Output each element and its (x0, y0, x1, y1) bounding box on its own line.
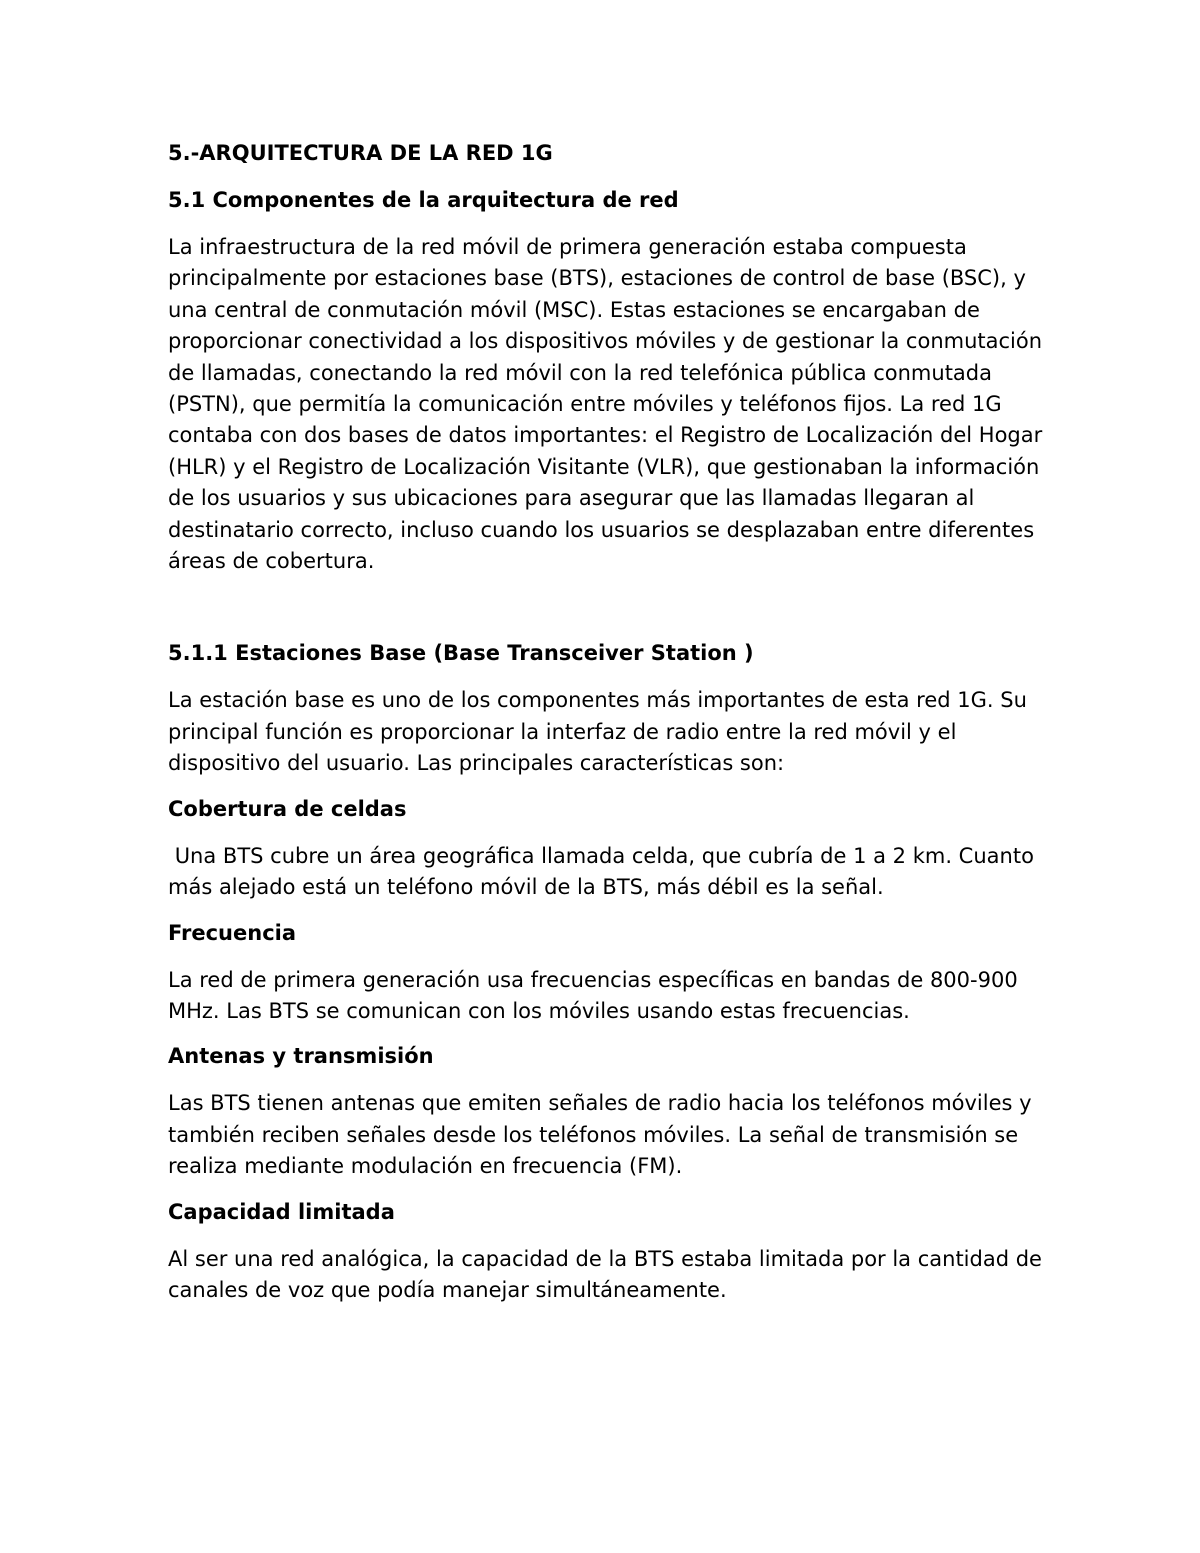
section-5-1-heading: 5.1 Componentes de la arquitectura de red (168, 188, 679, 212)
frequency-paragraph: La red de primera generación usa frecuencias específicas en bandas de 800-900 MHz. Las BTS se comunican con los móviles usando estas frecuencias. (168, 967, 1018, 1023)
antennas-heading: Antenas y transmisión (168, 1044, 434, 1069)
section-5-1-1-intro: La estación base es uno de los componentes más importantes de esta red 1G. Su principal función es proporcionar la interfaz de radio entre la red móvil y el dispositivo del usuario. Las principales características son: (168, 688, 1027, 776)
coverage-paragraph: Una BTS cubre un área geográfica llamada celda, que cubría de 1 a 2 km. Cuanto más alejado está un teléfono móvil de la BTS, más débil es la señal. (168, 843, 1041, 900)
frequency-heading: Frecuencia (168, 920, 297, 945)
paragraph-spacer (168, 591, 1048, 638)
capacity-heading: Capacidad limitada (168, 1199, 395, 1224)
document-page (168, 138, 1048, 1320)
capacity-paragraph: Al ser una red analógica, la capacidad de la BTS estaba limitada por la cantidad de canales de voz que podía manejar simultáneamente. (168, 1246, 1042, 1302)
antennas-paragraph: Las BTS tienen antenas que emiten señales de radio hacia los teléfonos móviles y también reciben señales desde los teléfonos móviles. La señal de transmisión se realiza mediante modulación en frecuencia (FM). (168, 1091, 1032, 1179)
section-5-1-paragraph: La infraestructura de la red móvil de primera generación estaba compuesta principalmente por estaciones base (BTS), estaciones de control de base (BSC), y una central de conmutación móvil (MSC). Estas estaciones se encargaban de proporcionar conectividad a los dispositivos móviles y de gestionar la conmutación de llamadas, conectando la red móvil con la red telefónica pública conmutada (PSTN), que permitía la comunicación entre móviles y teléfonos fijos. La red 1G contaba con dos bases de datos importantes: el Registro de Localización del Hogar (HLR) y el Registro de Localización Visitante (VLR), que gestionaban la información de los usuarios y sus ubicaciones para asegurar que las llamadas llegaran al destinatario correcto, incluso cuando los usuarios se desplazaban entre diferentes áreas de cobertura. (168, 235, 1043, 574)
document-title: 5.-ARQUITECTURA DE LA RED 1G (168, 141, 553, 165)
coverage-heading: Cobertura de celdas (168, 796, 407, 821)
section-5-1-1-heading: 5.1.1 Estaciones Base (Base Transceiver Station ) (168, 641, 754, 666)
